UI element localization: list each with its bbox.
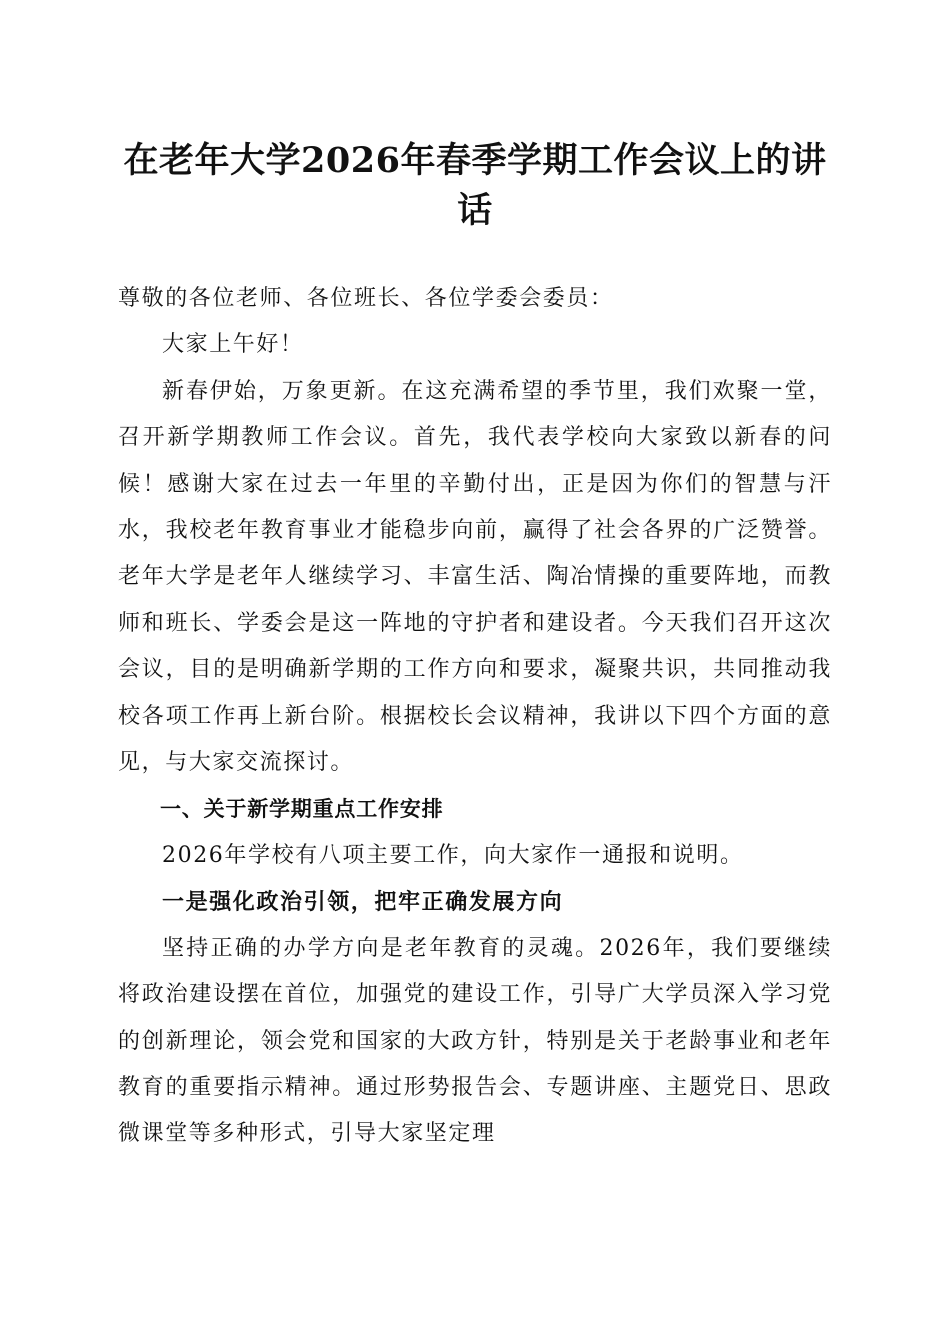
salutation: 尊敬的各位老师、各位班长、各位学委会委员：: [118, 286, 614, 311]
section-intro: 2026年学校有八项主要工作，向大家作一通报和说明。: [162, 842, 744, 868]
section-heading: 一、关于新学期重点工作安排: [160, 797, 444, 822]
document-body: [118, 276, 832, 1158]
intro-paragraph: 新春伊始，万象更新。在这充满希望的季节里，我们欢聚一堂，召开新学期教师工作会议。首先，我代表学校向大家致以新春的问候！感谢大家在过去一年里的辛勤付出，正是因为你们的智慧与汗水，我校老年教育事业才能稳步向前，赢得了社会各界的广泛赞誉。老年大学是老年人继续学习、丰富生活、陶冶情操的重要阵地，而教师和班长、学委会是这一阵地的守护者和建设者。今天我们召开这次会议，目的是明确新学期的工作方向和要求，凝聚共识，共同推动我校各项工作再上新台阶。根据校长会议精神，我讲以下四个方面的意见，与大家交流探讨。: [118, 378, 832, 776]
document-title: 在老年大学2026年春季学期工作会议上的讲话: [123, 140, 827, 231]
subsection-paragraph: 坚持正确的办学方向是老年教育的灵魂。2026年，我们要继续将政治建设摆在首位，加强党的建设工作，引导广大学员深入学习党的创新理论，领会党和国家的大政方针，特别是关于老龄事业和老年教育的重要指示精神。通过形势报告会、专题讲座、主题党日、思政微课堂等多种形式，引导大家坚定理: [118, 935, 832, 1147]
greeting: 大家上午好！: [162, 332, 304, 358]
subsection-heading: 一是强化政治引领，把牢正确发展方向: [162, 889, 564, 916]
